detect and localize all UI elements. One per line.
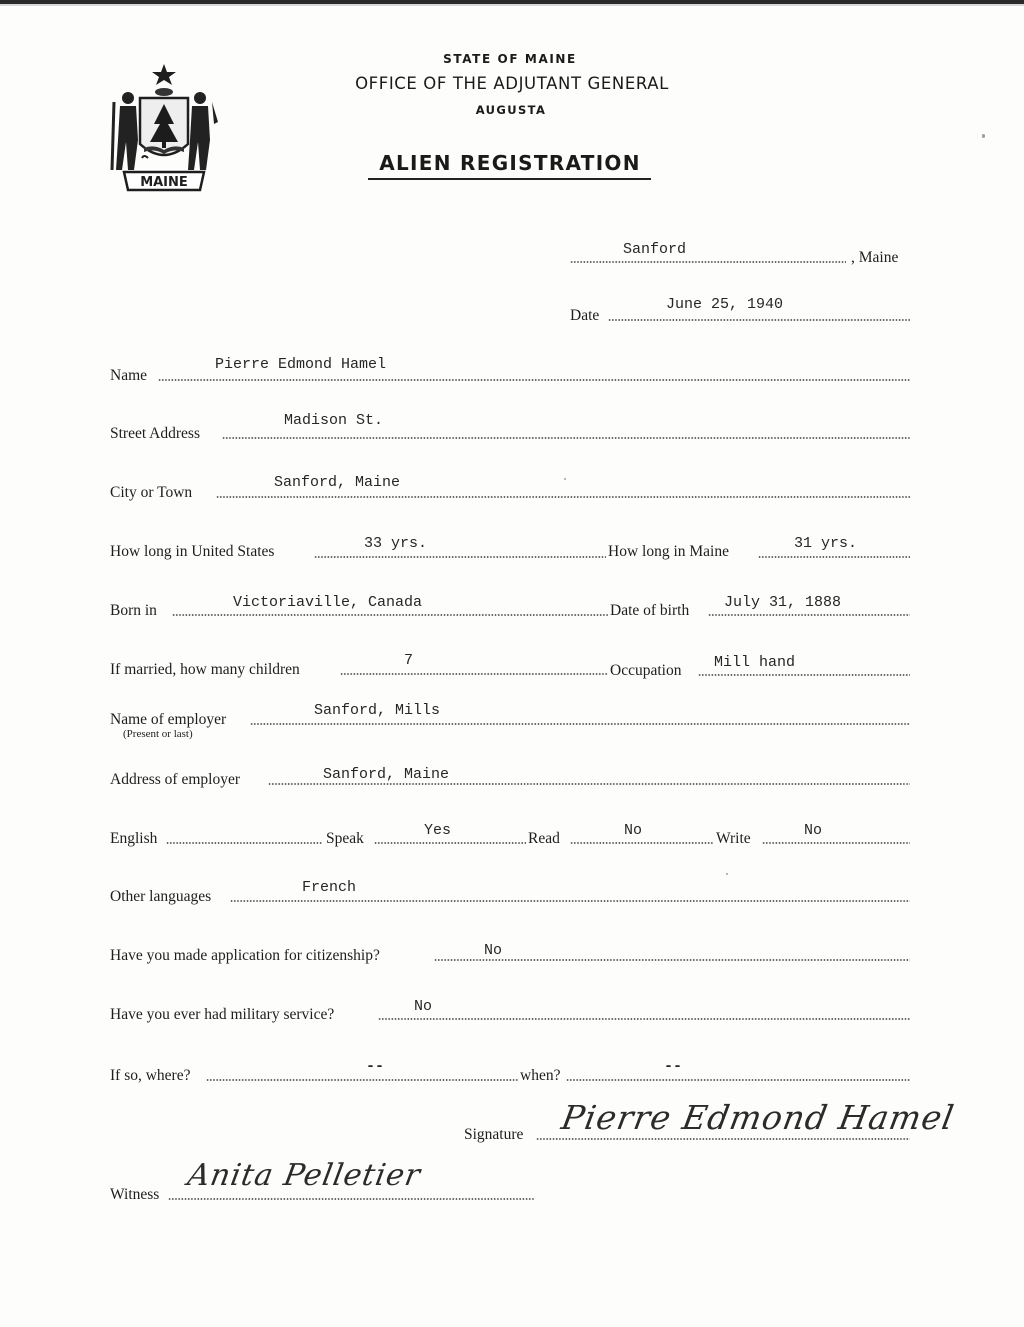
- witness-value[interactable]: Anita Pelletier: [184, 1158, 424, 1193]
- city-line: [216, 496, 910, 498]
- where-value[interactable]: --: [366, 1058, 385, 1075]
- when-label: when?: [520, 1067, 561, 1084]
- scan-top-edge-shadow: [0, 4, 1024, 6]
- occupation-label: Occupation: [610, 662, 682, 679]
- military-label: Have you ever had military service?: [110, 1006, 335, 1023]
- dob-label: Date of birth: [610, 602, 690, 619]
- maine-state-seal: [108, 62, 220, 194]
- occupation-line: [698, 674, 910, 676]
- signature-label: Signature: [464, 1126, 524, 1143]
- name-line: [158, 379, 910, 381]
- date-label: Date: [570, 307, 600, 324]
- employer-line: [250, 723, 910, 725]
- name-value[interactable]: Pierre Edmond Hamel: [215, 356, 387, 373]
- other-languages-value[interactable]: French: [302, 879, 357, 896]
- born-in-value[interactable]: Victoriaville, Canada: [233, 594, 423, 611]
- dob-line: [708, 614, 910, 616]
- employer-sublabel: (Present or last): [123, 728, 193, 740]
- born-in-label: Born in: [110, 602, 157, 619]
- other-languages-label: Other languages: [110, 888, 212, 905]
- citizenship-label: Have you made application for citizenship?: [110, 947, 380, 964]
- speak-label: Speak: [326, 830, 364, 847]
- military-value[interactable]: No: [414, 998, 433, 1015]
- citizenship-line: [434, 959, 910, 961]
- employer-address-line: [268, 783, 910, 785]
- write-label: Write: [716, 830, 751, 847]
- scan-speck: [564, 478, 566, 480]
- scan-speck: [982, 134, 985, 138]
- where-line: [206, 1079, 518, 1081]
- date-value[interactable]: June 25, 1940: [666, 296, 784, 313]
- read-value[interactable]: No: [624, 822, 643, 839]
- military-line: [378, 1018, 910, 1020]
- date-line: [608, 319, 910, 321]
- citizenship-value[interactable]: No: [484, 942, 503, 959]
- title-underline: [368, 178, 651, 180]
- employer-address-label: Address of employer: [110, 771, 240, 788]
- scan-speck: [726, 873, 728, 875]
- street-line: [222, 437, 910, 439]
- city-value[interactable]: Sanford, Maine: [274, 474, 401, 491]
- speak-line: [374, 842, 526, 844]
- read-line: [570, 842, 714, 844]
- witness-line: [168, 1198, 534, 1200]
- signature-line: [536, 1138, 910, 1140]
- write-line: [762, 842, 910, 844]
- english-label: English: [110, 830, 158, 847]
- employer-label: Name of employer: [110, 711, 227, 728]
- street-label: Street Address: [110, 425, 200, 442]
- state-heading: STATE OF MAINE: [443, 52, 577, 66]
- english-line: [166, 842, 322, 844]
- city-label: City or Town: [110, 484, 193, 501]
- born-in-line: [172, 614, 608, 616]
- how-long-us-value[interactable]: 33 yrs.: [364, 535, 428, 552]
- other-languages-line: [230, 900, 910, 902]
- name-label: Name: [110, 367, 148, 384]
- place-suffix-label: , Maine: [851, 249, 899, 266]
- svg-text:MAINE: MAINE: [140, 175, 188, 190]
- how-long-maine-line: [758, 556, 910, 558]
- witness-label: Witness: [110, 1186, 160, 1203]
- how-long-maine-value[interactable]: 31 yrs.: [794, 535, 858, 552]
- employer-value[interactable]: Sanford, Mills: [314, 702, 441, 719]
- speak-value[interactable]: Yes: [424, 822, 452, 839]
- occupation-value[interactable]: Mill hand: [714, 654, 796, 671]
- employer-address-value[interactable]: Sanford, Maine: [323, 766, 450, 783]
- office-heading: OFFICE OF THE ADJUTANT GENERAL: [355, 74, 669, 93]
- where-label: If so, where?: [110, 1067, 191, 1084]
- how-long-maine-label: How long in Maine: [608, 543, 729, 560]
- children-label: If married, how many children: [110, 661, 300, 678]
- street-value[interactable]: Madison St.: [284, 412, 384, 429]
- document-title: ALIEN REGISTRATION: [379, 151, 641, 175]
- how-long-us-line: [314, 556, 606, 558]
- how-long-us-label: How long in United States: [110, 543, 275, 560]
- when-value[interactable]: --: [664, 1058, 683, 1075]
- children-line: [340, 673, 608, 675]
- signature-value[interactable]: Pierre Edmond Hamel: [558, 1098, 958, 1137]
- children-value[interactable]: 7: [404, 652, 414, 669]
- place-line: [570, 261, 846, 263]
- city-heading: AUGUSTA: [475, 103, 547, 117]
- dob-value[interactable]: July 31, 1888: [724, 594, 842, 611]
- when-line: [566, 1079, 910, 1081]
- place-value[interactable]: Sanford: [623, 241, 687, 258]
- write-value[interactable]: No: [804, 822, 823, 839]
- read-label: Read: [528, 830, 560, 847]
